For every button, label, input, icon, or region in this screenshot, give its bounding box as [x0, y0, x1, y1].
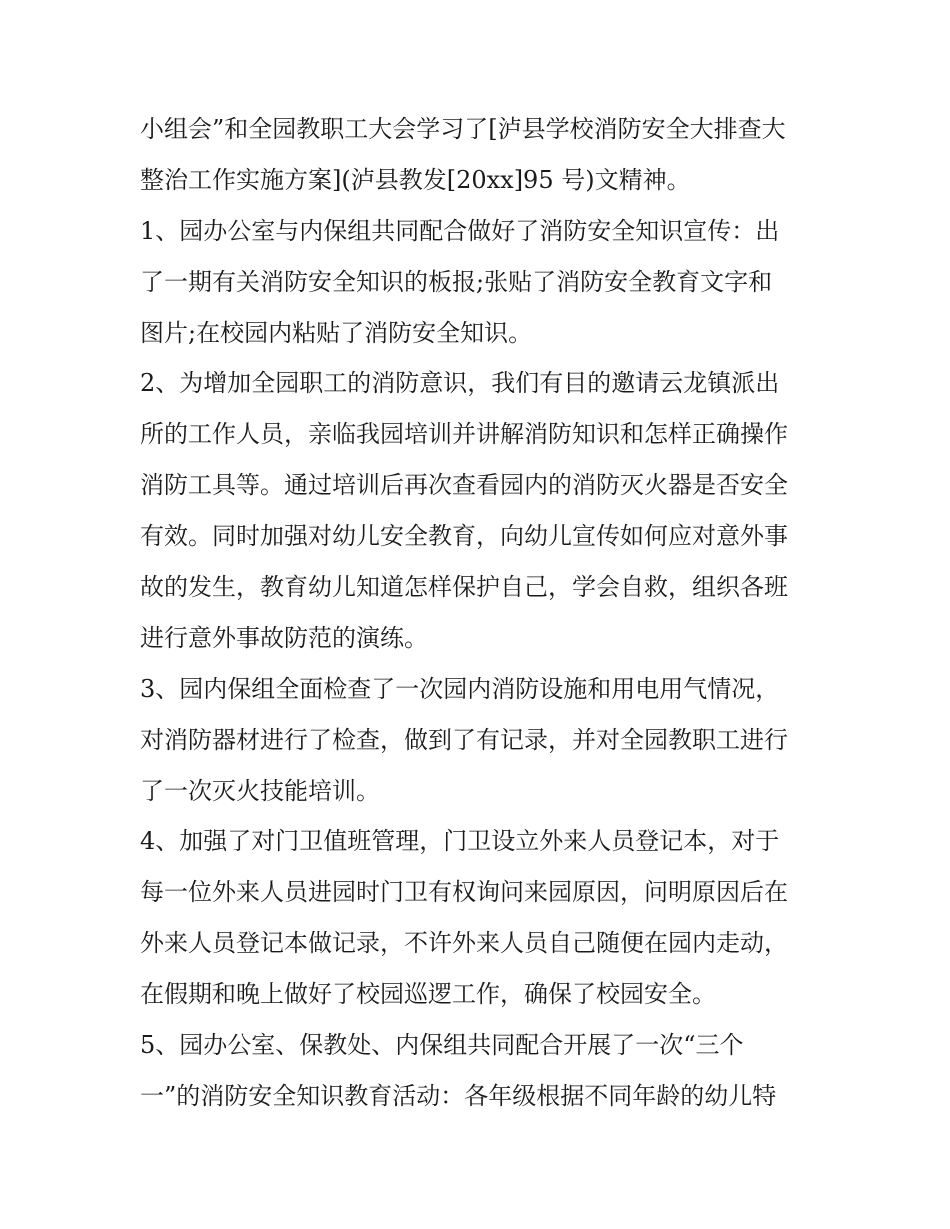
text-line: 进行意外事故防范的演练。	[140, 623, 428, 652]
text-line: 小组会”和全园教职工大会学习了[泸县学校消防安全大排查大	[140, 115, 786, 143]
text-line: 4、加强了对门卫值班管理，门卫设立外来人员登记本，对于	[140, 827, 780, 856]
text-line: 每一位外来人员进园时门卫有权询问来园原因，问明原因后在	[140, 878, 788, 907]
text-line: 3、园内保组全面检查了一次园内消防设施和用电用气情况，	[140, 674, 780, 703]
text-line: 所的工作人员，亲临我园培训并讲解消防知识和怎样正确操作	[140, 420, 788, 449]
text-line: 在假期和晚上做好了校园巡逻工作，确保了校园安全。	[140, 980, 716, 1009]
text-line: 一”的消防安全知识教育活动：各年级根据不同年龄的幼儿特	[140, 1081, 777, 1110]
text-line: 外来人员登记本做记录，不许外来人员自己随便在园内走动，	[140, 929, 788, 958]
text-line: 2、为增加全园职工的消防意识，我们有目的邀请云龙镇派出	[140, 369, 780, 398]
text-line: 故的发生，教育幼儿知道怎样保护自己，学会自救，组织各班	[140, 573, 788, 602]
text-line: 了一期有关消防安全知识的板报;张贴了消防安全教育文字和	[140, 267, 773, 296]
text-line: 消防工具等。通过培训后再次查看园内的消防灭火器是否安全	[140, 471, 788, 500]
text-line: 了一次灭火技能培训。	[140, 776, 380, 805]
text-line: 有效。同时加强对幼儿安全教育，向幼儿宣传如何应对意外事	[140, 522, 788, 551]
text-line: 1、园办公室与内保组共同配合做好了消防安全知识宣传：出	[140, 216, 780, 245]
text-line: 整治工作实施方案](泸县教发[20xx]95 号)文精神。	[140, 165, 691, 194]
text-line: 图片;在校园内粘贴了消防安全知识。	[140, 318, 533, 347]
text-line: 5、园办公室、保教处、内保组共同配合开展了一次“三个	[140, 1031, 744, 1060]
body-text	[140, 104, 820, 1122]
text-line: 对消防器材进行了检查，做到了有记录，并对全园教职工进行	[140, 725, 788, 754]
